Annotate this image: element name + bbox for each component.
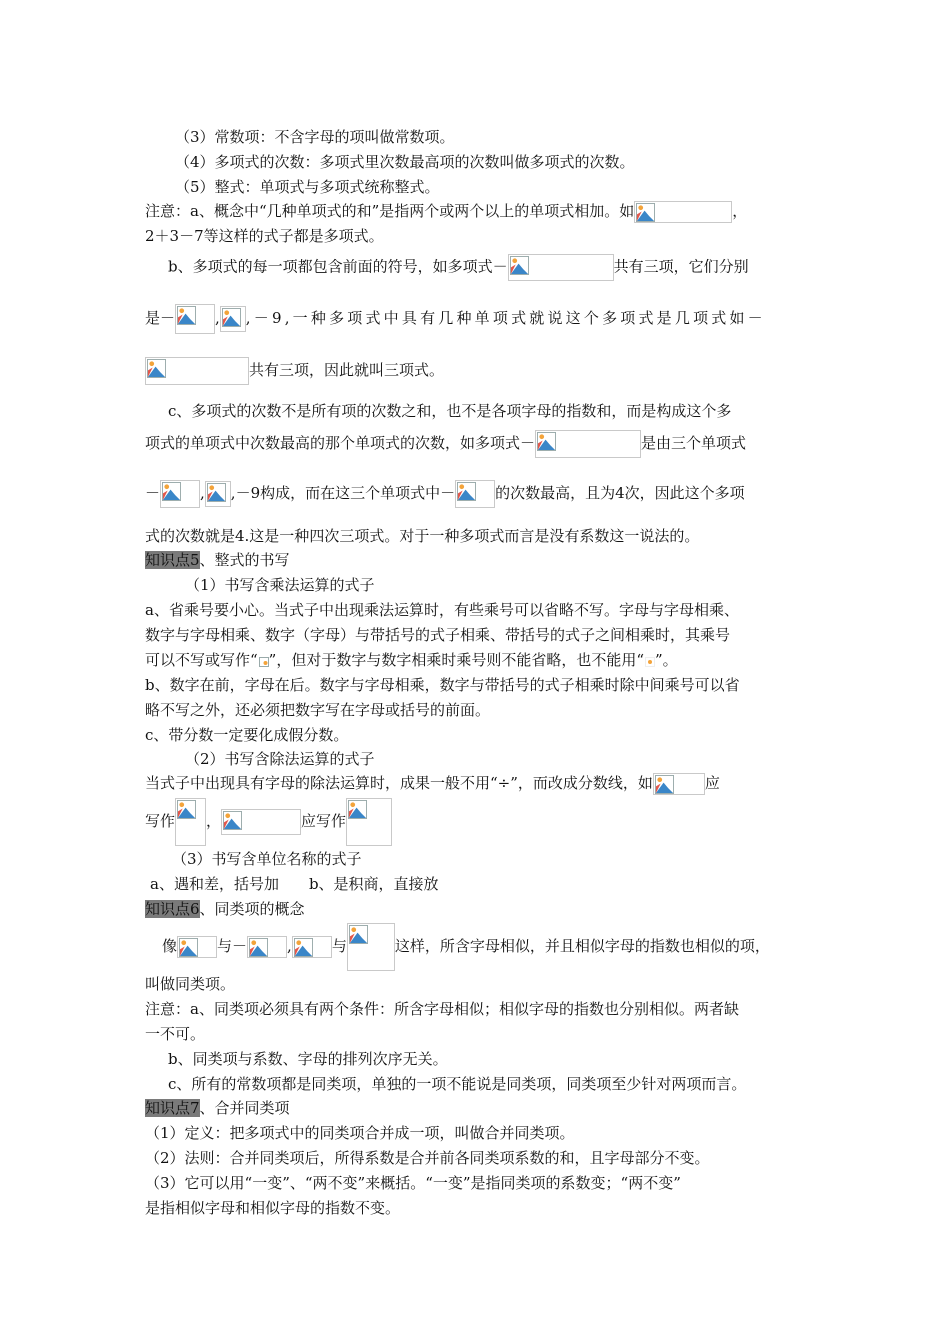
section6-line1: 像 与－ , 与 这样，所含字母相似，并且相似字母的指数也相似的项，: [162, 922, 770, 971]
note-a-line1: 注意：a、概念中“几种单项式的和”是指两个或两个以上的单项式相加。如 ，: [145, 201, 747, 223]
section5-heading: [145, 550, 290, 570]
section5-d2: 写作 ， 应写作: [145, 797, 392, 846]
broken-image-icon: [179, 938, 198, 957]
broken-image-icon: [207, 483, 226, 502]
section6-note4: c、所有的常数项都是同类项，单独的一项不能说是同类项，同类项至少针对两项而言。: [168, 1075, 747, 1093]
broken-image-icon: [348, 800, 367, 819]
broken-image-icon: [636, 203, 655, 222]
section6-note2: 一不可。: [145, 1025, 206, 1043]
section7-tag: 知识点7: [145, 1099, 200, 1117]
item-polynomial-degree: （4）多项式的次数：多项式里次数最高项的次数叫做多项式的次数。: [175, 153, 635, 171]
broken-image-icon: [223, 811, 242, 830]
section7-heading: [145, 1098, 290, 1118]
formula-image-placeholder: [175, 798, 206, 846]
section7-p1: （1）定义：把多项式中的同类项合并成一项，叫做合并同类项。: [145, 1124, 575, 1142]
section5-a1: a、省乘号要小心。当式子中出现乘法运算时，有些乘号可以省略不写。字母与字母相乘、: [145, 601, 739, 619]
section7-p3: （3）它可以用“一变”、“两不变”来概括。“一变”是指同类项的系数变；“两不变”: [145, 1174, 681, 1192]
section6-note3: b、同类项与系数、字母的排列次序无关。: [168, 1050, 448, 1068]
formula-image-placeholder: [247, 936, 287, 958]
formula-image-placeholder: [347, 923, 395, 971]
note-b-line1: b、多项式的每一项都包含前面的符号，如多项式－ 共有三项，它们分别: [168, 254, 749, 281]
section6-note1: 注意：a、同类项必须具有两个条件：所含字母相似；相似字母的指数也分别相似。两者缺: [145, 1000, 739, 1018]
formula-image-placeholder: [175, 304, 215, 334]
formula-image-placeholder: [220, 306, 246, 332]
formula-image-placeholder: [535, 430, 641, 458]
broken-image-icon: [655, 775, 674, 794]
broken-image-icon: [147, 359, 166, 378]
broken-image-icon: [249, 938, 268, 957]
formula-image-placeholder: [221, 809, 301, 835]
section5-title: 、整式的书写: [199, 551, 290, 569]
note-a-text: 注意：a、概念中“几种单项式的和”是指两个或两个以上的单项式相加。如: [145, 202, 635, 220]
section5-sub3: （3）书写含单位名称的式子: [172, 850, 362, 868]
formula-image-placeholder: [508, 254, 614, 281]
note-b-line2: 是－ , ,－9,一种多项式中具有几种单项式就说这个多项式是几项式如－: [145, 304, 766, 334]
formula-image-placeholder: [205, 481, 231, 507]
section6-tag: 知识点6: [145, 900, 200, 918]
note-c-line3: － , ,－9构成，而在这三个单项式中－ 的次数最高，且为4次，因此这个多项: [145, 480, 745, 508]
section7-title: 、合并同类项: [199, 1099, 290, 1117]
broken-image-icon: [259, 657, 269, 667]
section6-heading: [145, 899, 305, 919]
section5-b1: b、数字在前，字母在后。数字与字母相乘，数字与带括号的式子相乘时除中间乘号可以省: [145, 676, 740, 694]
formula-image-placeholder: [177, 936, 217, 958]
dot-symbol-image: [258, 656, 269, 667]
broken-image-icon: [537, 432, 556, 451]
formula-image-placeholder: [292, 936, 332, 958]
section5-a3: 可以不写或写作“ ”，但对于数字与数字相乘时乘号则不能省略，也不能用“ ”。: [145, 651, 678, 669]
section5-sub1: （1）书写含乘法运算的式子: [185, 576, 375, 594]
section6-line2: 叫做同类项。: [145, 975, 236, 993]
formula-image-placeholder: [653, 773, 705, 795]
note-b-line3: 共有三项，因此就叫三项式。: [145, 357, 444, 385]
section5-b2: 略不写之外，还必须把数字写在字母或括号的前面。: [145, 701, 491, 719]
broken-image-icon: [177, 800, 196, 819]
section5-tag: 知识点5: [145, 551, 200, 569]
broken-image-icon: [349, 925, 368, 944]
note-c-line2: 项式的单项式中次数最高的那个单项式的次数，如多项式－ 是由三个单项式: [145, 430, 746, 458]
formula-image-placeholder: [145, 357, 249, 385]
broken-image-icon: [457, 482, 476, 501]
section5-e1: a、遇和差，括号加 b、是积商，直接放: [150, 875, 439, 893]
dot-symbol-image: [644, 656, 655, 667]
note-c-line4: 式的次数就是4.这是一种四次三项式。对于一种多项式而言是没有系数这一说法的。: [145, 527, 700, 545]
broken-image-icon: [645, 657, 655, 667]
item-integral-expression: （5）整式：单项式与多项式统称整式。: [175, 178, 440, 196]
section5-d1: 当式子中出现具有字母的除法运算时，成果一般不用“÷”，而改成分数线，如 应: [145, 773, 720, 795]
item-constant-term: （3）常数项：不含字母的项叫做常数项。: [175, 128, 455, 146]
broken-image-icon: [177, 306, 196, 325]
formula-image-placeholder: [346, 798, 392, 846]
section5-sub2: （2）书写含除法运算的式子: [185, 750, 375, 768]
broken-image-icon: [294, 938, 313, 957]
note-c-line1: c、多项式的次数不是所有项的次数之和，也不是各项字母的指数和，而是构成这个多: [168, 402, 732, 420]
section5-a2: 数字与字母相乘、数字（字母）与带括号的式子相乘、带括号的式子之间相乘时，其乘号: [145, 626, 731, 644]
broken-image-icon: [162, 482, 181, 501]
broken-image-icon: [510, 256, 529, 275]
formula-image-placeholder: [160, 480, 200, 508]
section7-p4: 是指相似字母和相似字母的指数不变。: [145, 1199, 401, 1217]
section7-p2: （2）法则：合并同类项后，所得系数是合并前各同类项系数的和，且字母部分不变。: [145, 1149, 710, 1167]
note-a-line2: 2＋3－7等这样的式子都是多项式。: [145, 227, 384, 245]
broken-image-icon: [222, 308, 241, 327]
formula-image-placeholder: [455, 480, 495, 508]
section5-c1: c、带分数一定要化成假分数。: [145, 726, 349, 744]
formula-image-placeholder: [634, 201, 732, 223]
section6-title: 、同类项的概念: [199, 900, 305, 918]
